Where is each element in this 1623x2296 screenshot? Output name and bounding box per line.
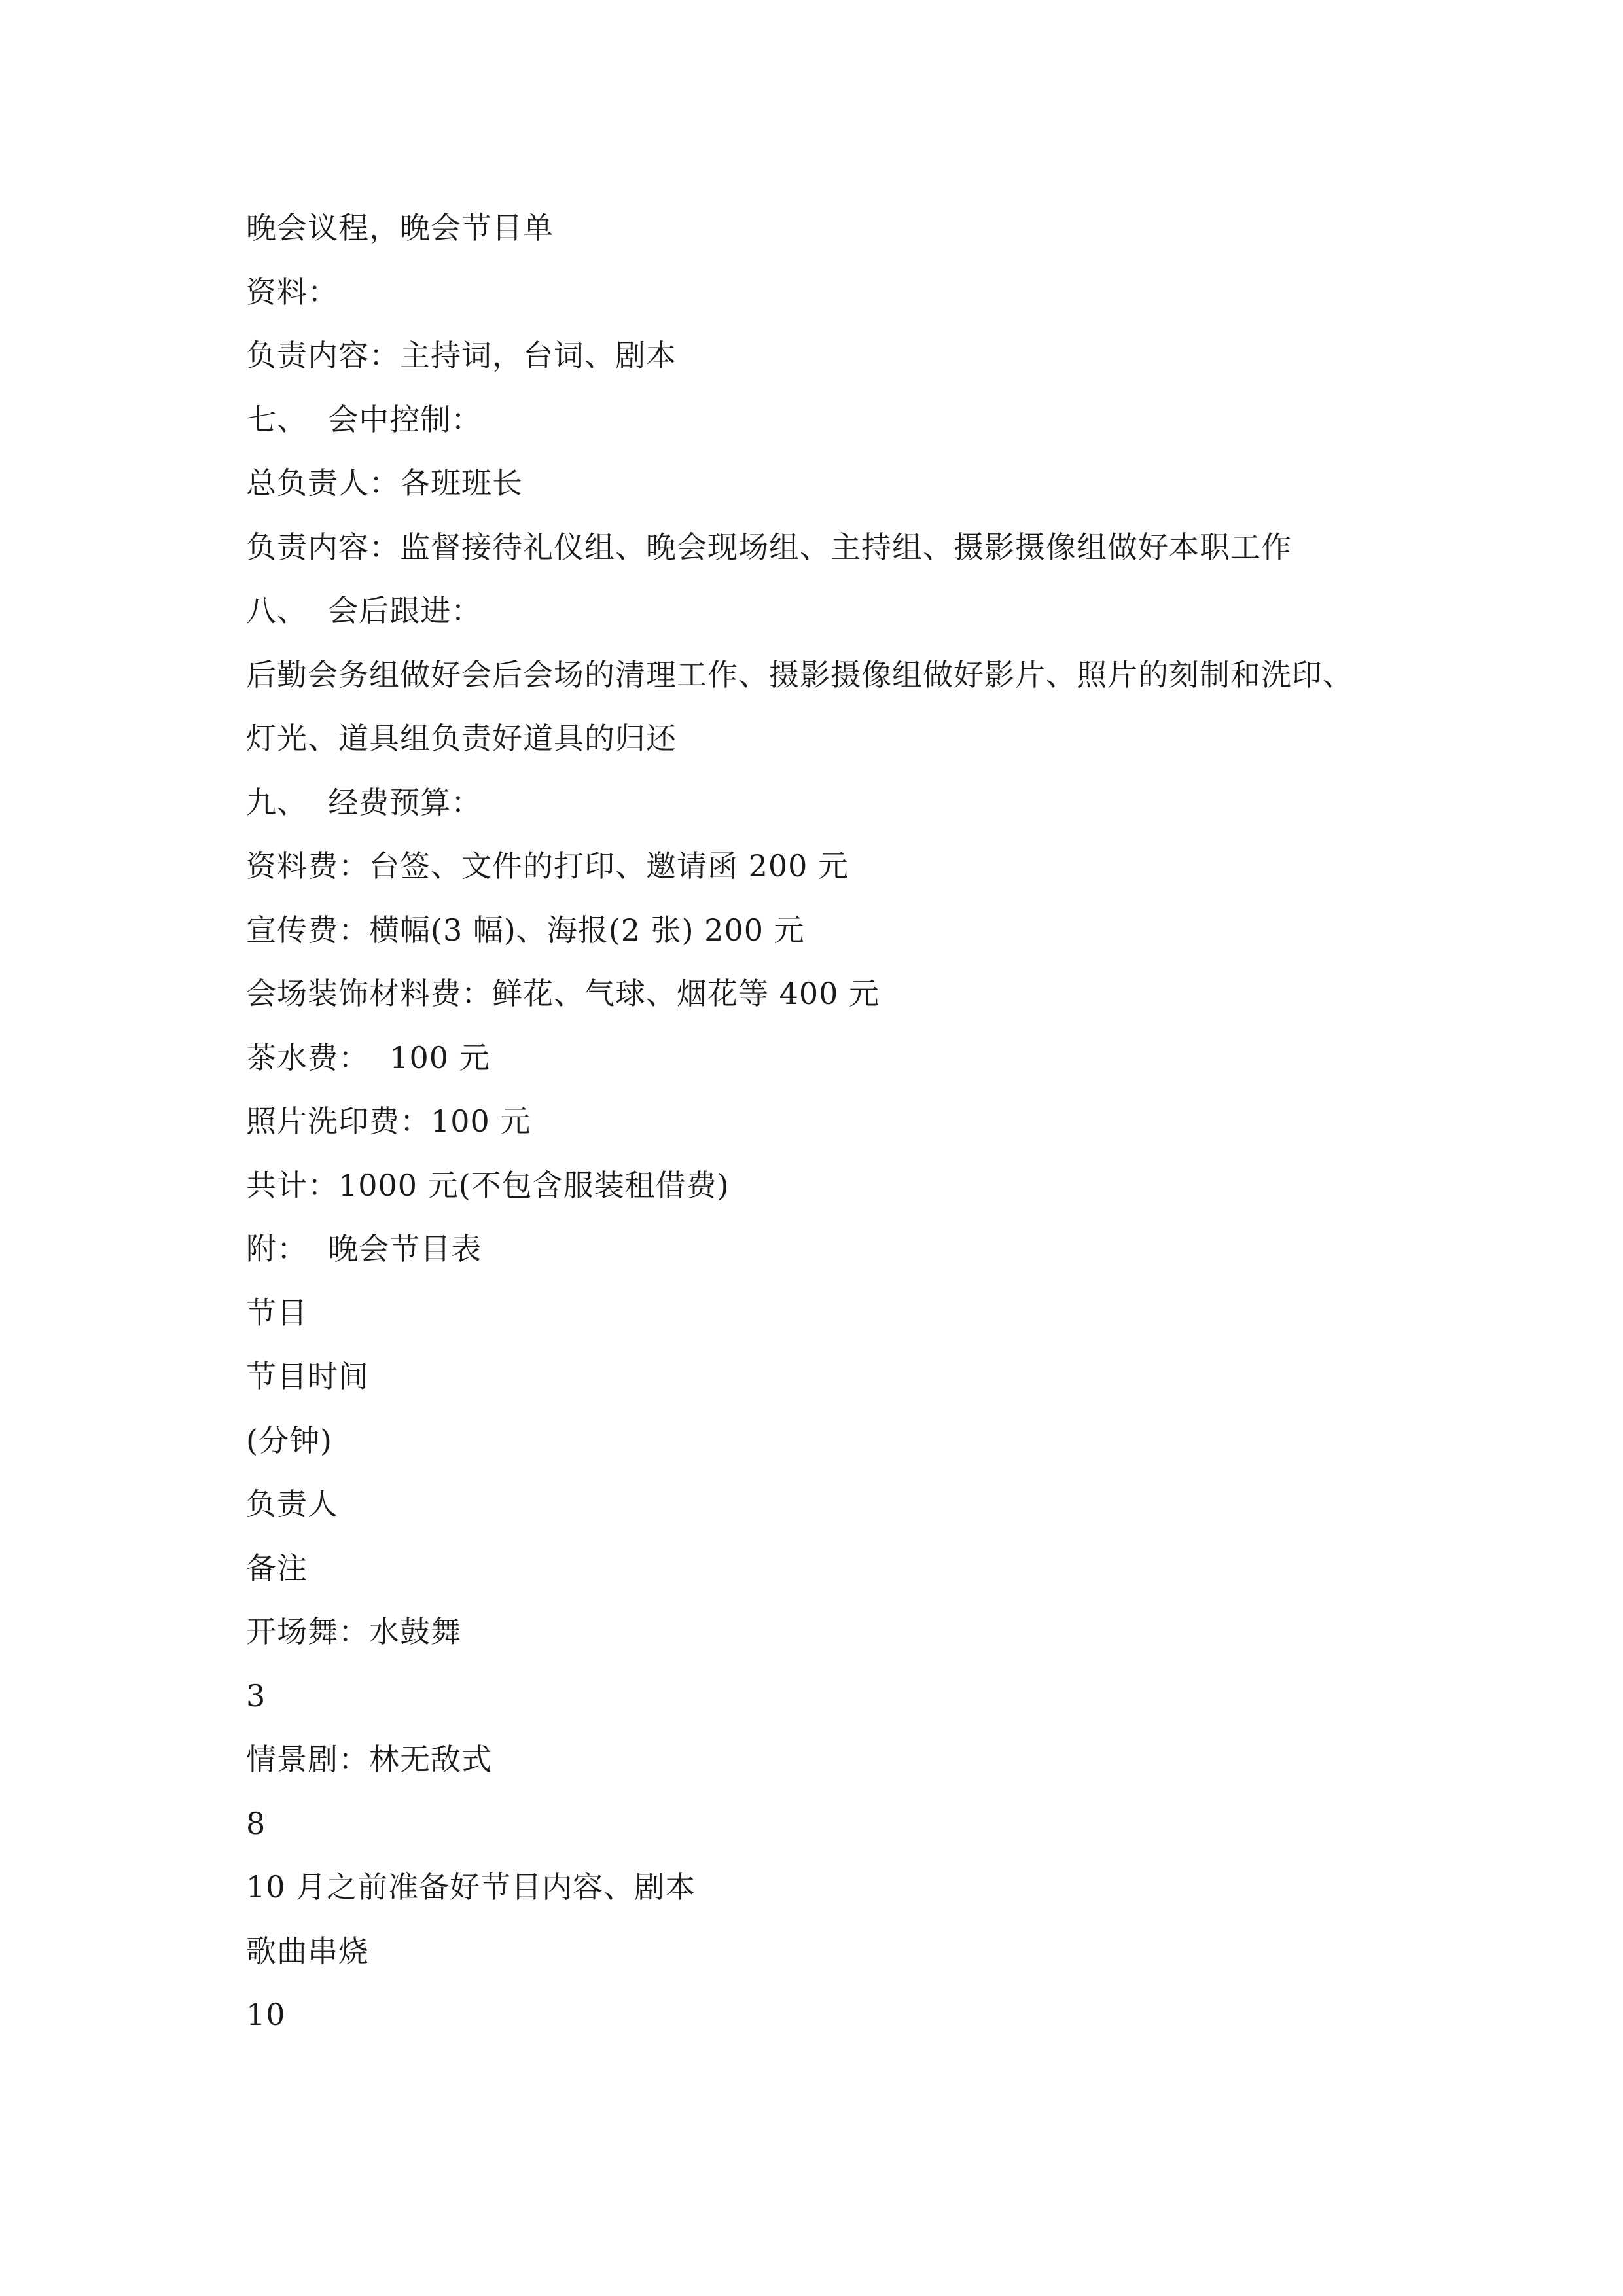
budget-line: 资料费：台签、文件的打印、邀请函 200 元 — [246, 848, 849, 884]
budget-line: 茶水费： 100 元 — [246, 1040, 490, 1075]
text-line: 资料： — [246, 274, 338, 310]
table-cell: 开场舞：水鼓舞 — [246, 1614, 461, 1649]
table-header-cell: 节目 — [246, 1295, 308, 1331]
section-heading: 九、 经费预算： — [246, 785, 482, 820]
appendix-title: 附： 晚会节目表 — [246, 1231, 482, 1266]
table-header-cell: 备注 — [246, 1551, 308, 1586]
table-header-cell: 节目时间 — [246, 1359, 369, 1394]
section-heading: 八、 会后跟进： — [246, 593, 482, 628]
text-line: 晚会议程，晚会节目单 — [246, 210, 554, 245]
text-line: 负责内容：监督接待礼仪组、晚会现场组、主持组、摄影摄像组做好本职工作 — [246, 529, 1292, 565]
table-header-cell: (分钟) — [246, 1423, 332, 1458]
table-cell: 10 月之前准备好节目内容、剧本 — [246, 1869, 696, 1905]
text-line: 总负责人：各班班长 — [246, 465, 523, 501]
table-cell: 8 — [246, 1806, 266, 1841]
text-line: 负责内容：主持词，台词、剧本 — [246, 338, 677, 373]
section-heading: 七、 会中控制： — [246, 402, 482, 437]
budget-line: 宣传费：横幅(3 幅)、海报(2 张) 200 元 — [246, 912, 805, 948]
budget-total: 共计：1000 元(不包含服装租借费) — [246, 1168, 730, 1203]
text-line: 后勤会务组做好会后会场的清理工作、摄影摄像组做好影片、照片的刻制和洗印、 — [246, 657, 1353, 692]
table-cell: 3 — [246, 1678, 266, 1713]
table-cell: 歌曲串烧 — [246, 1933, 369, 1969]
table-cell: 情景剧：林无敌式 — [246, 1742, 492, 1777]
budget-line: 会场装饰材料费：鲜花、气球、烟花等 400 元 — [246, 976, 880, 1011]
table-cell: 10 — [246, 1997, 286, 2032]
budget-line: 照片洗印费：100 元 — [246, 1103, 531, 1139]
text-line: 灯光、道具组负责好道具的归还 — [246, 721, 677, 756]
table-header-cell: 负责人 — [246, 1486, 338, 1522]
